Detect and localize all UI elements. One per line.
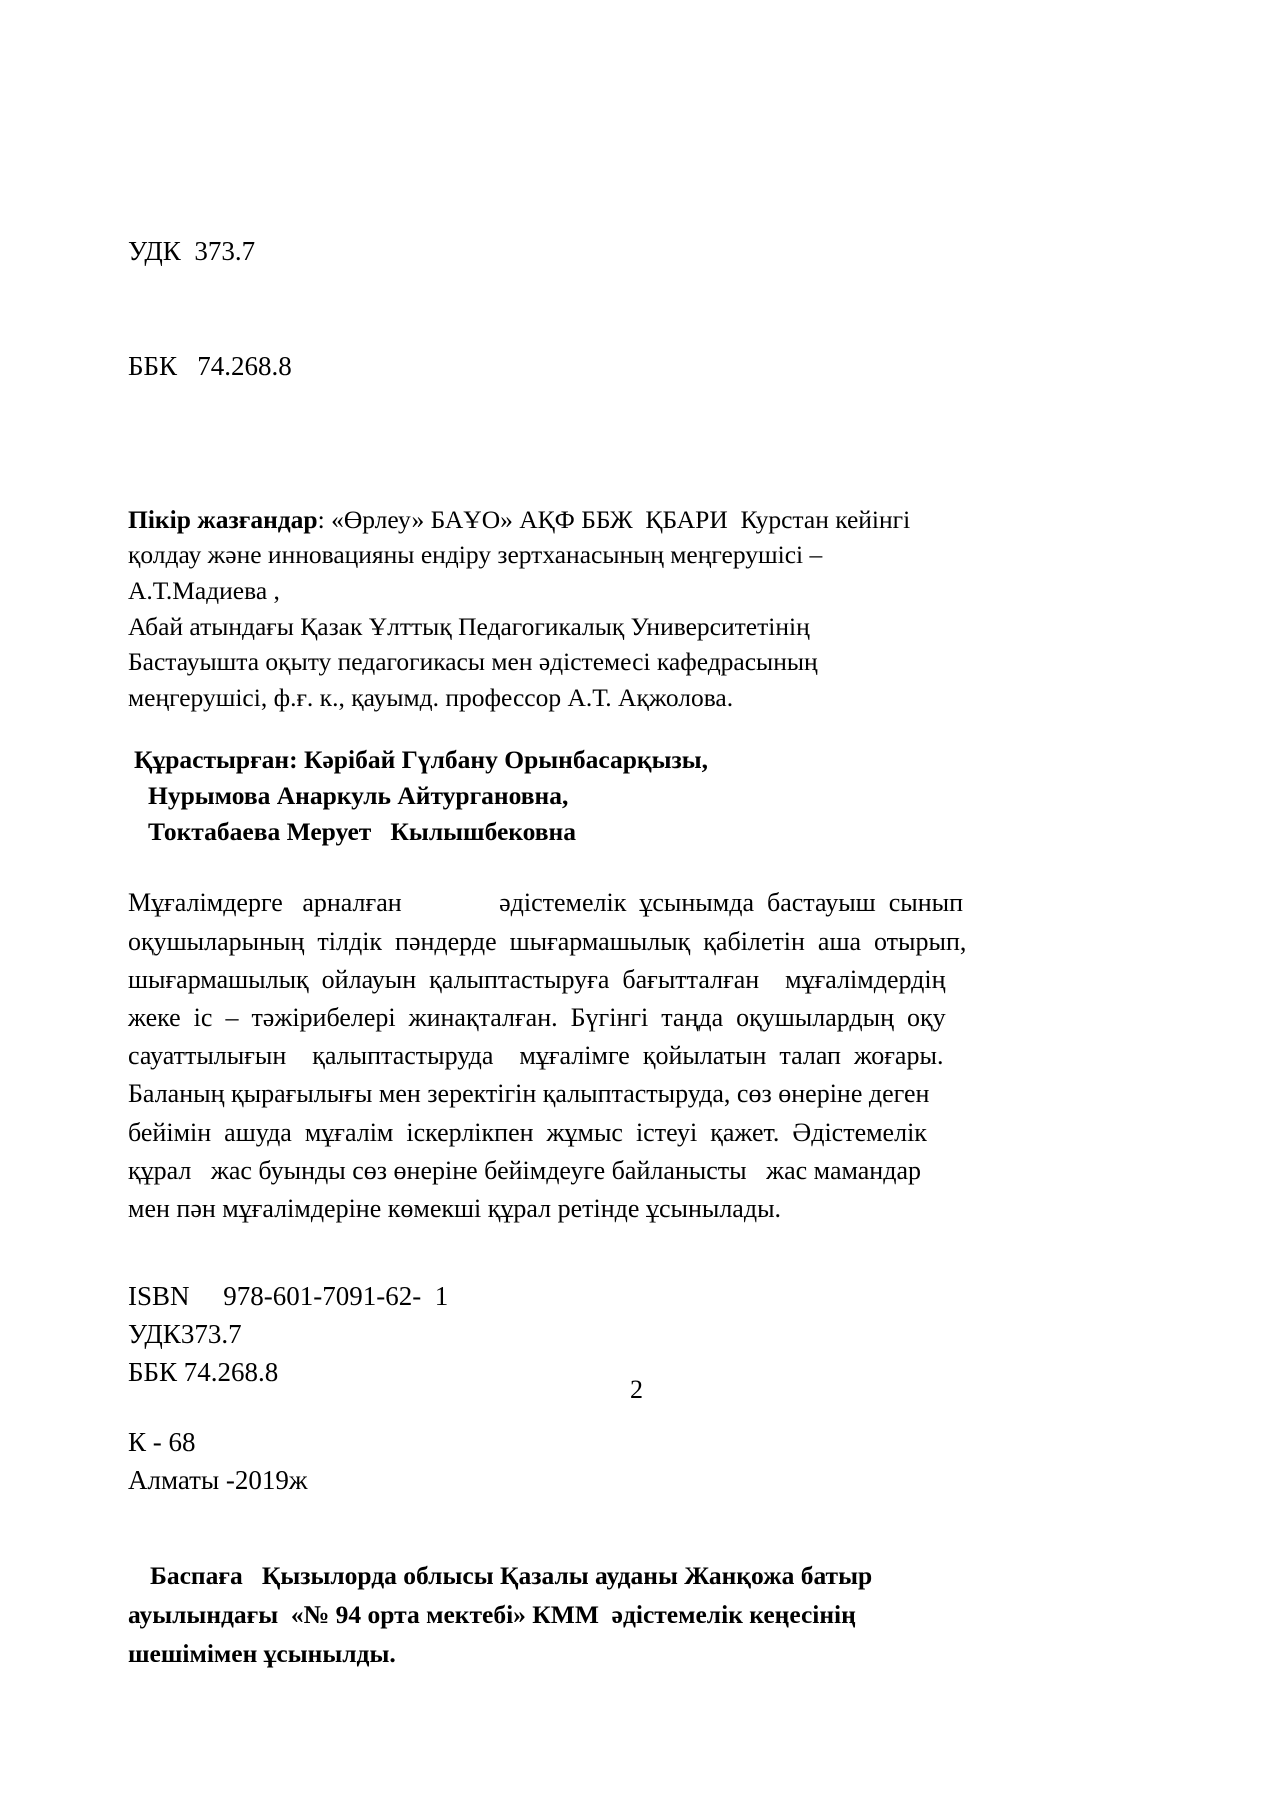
catalog-code: К - 68 (128, 1426, 196, 1457)
abstract-block (128, 884, 967, 1228)
reviewers-block (128, 502, 963, 716)
abstract-line-2: оқушыларының тілдік пәндерде шығармашылық қабілетін аша отырып, (128, 926, 967, 956)
reviewers-line-1-rest: : «Өрлеу» БАҰО» АҚФ ББЖ ҚБАРИ Курстан кейінгі (317, 504, 911, 534)
bbk-code-bottom: ББК 74.268.8 (128, 1356, 279, 1387)
udk-code-top: УДК 373.7 (128, 235, 256, 266)
reviewers-line-5: Бастауышта оқыту педагогикасы мен әдістемесі кафедрасының (128, 647, 818, 677)
abstract-line-1-part-b: әдістемелік ұсынымда бастауыш сынып (499, 888, 963, 918)
reviewers-label: Пікір жазғандар (128, 504, 318, 534)
approval-line-3: шешімімен ұсынылды. (128, 1638, 396, 1668)
classification-codes-top (128, 155, 963, 462)
approval-line-1: Баспаға Қызылорда облысы Қазалы ауданы Жанқожа батыр (150, 1561, 873, 1591)
compilers-block (128, 742, 963, 851)
spacer (128, 1228, 963, 1278)
page-number: 2 (630, 1375, 643, 1404)
spacer (128, 1499, 963, 1557)
abstract-line-1 (128, 884, 963, 922)
approval-line-2: ауылындағы «№ 94 орта мектебі» КММ әдістемелік кеңесінің (128, 1600, 856, 1630)
reviewers-line-6: меңгерушісі, ф.ғ. к., қауымд. профессор А.Т. Ақжолова. (128, 683, 734, 713)
abstract-line-1-part-a: Мұғалімдерге арналған (128, 888, 402, 918)
abstract-line-7: бейімін ашуда мұғалім іскерлікпен жұмыс істеуі қажет. Әдістемелік (128, 1117, 927, 1147)
abstract-line-4: жеке іс – тәжірибелері жинақталған. Бүгінгі таңда оқушылардың оқу (128, 1003, 946, 1033)
catalog-code-block (128, 1424, 963, 1500)
reviewers-line-2: қолдау және инновацияны ендіру зертханасының меңгерушісі – (128, 540, 823, 570)
abstract-line-8: құрал жас буынды сөз өнеріне бейімдеуге байланысты жас мамандар (128, 1155, 921, 1185)
compilers-line-3: Токтабаева Мерует Кылышбековна (148, 817, 576, 847)
approval-block (128, 1557, 963, 1673)
reviewers-line-3: А.Т.Мадиева , (128, 576, 280, 605)
spacer (128, 850, 963, 884)
abstract-line-5: сауаттылығын қалыптастыруда мұғалімге қойылатын талап жоғары. (128, 1041, 944, 1071)
page-content (128, 155, 967, 1674)
isbn-value: ISBN 978-601-7091-62- 1 (128, 1281, 449, 1312)
abstract-line-3: шығармашылық ойлауын қалыптастыруға бағытталған мұғалімдердің (128, 964, 946, 994)
bbk-code-top: ББК 74.268.8 (128, 350, 292, 381)
compilers-line-1: Құрастырған: Кәрібай Гүлбану Орынбасарқызы, (134, 744, 709, 774)
place-and-year: Алматы -2019ж (128, 1464, 308, 1495)
compilers-line-2: Нурымова Анаркуль Айтургановна, (148, 780, 569, 810)
spacer (128, 716, 963, 742)
reviewers-line-4: Абай атындағы Қазак Ұлттық Педагогикалық Университетінің (128, 611, 810, 641)
spacer (128, 462, 963, 502)
abstract-line-9: мен пән мұғалімдеріне көмекші құрал ретінде ұсынылады. (128, 1194, 782, 1224)
abstract-line-6: Баланың қырағылығы мен зеректігін қалыптастыруда, сөз өнеріне деген (128, 1079, 930, 1109)
reviewers-line-1 (128, 502, 963, 538)
udk-code-bottom: УДК373.7 (128, 1319, 242, 1350)
